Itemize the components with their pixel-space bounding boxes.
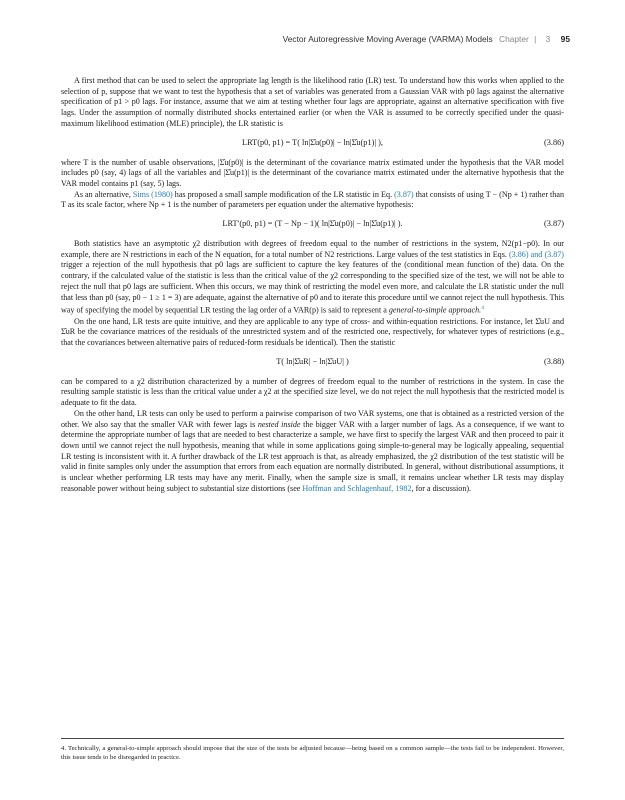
running-header [283, 34, 570, 44]
chapter-number: 3 [545, 34, 551, 44]
header-separator: | [534, 34, 537, 44]
paragraph-chi-square: can be compared to a χ2 distribution characterized by a number of degrees of freedom equal to the number of restrictions in the system. In case the resulting sample statistic is less than the critical value under a χ2 at the specified size level, we do not reject the null hypothesis that the restricted model is adequate to fit the data. [61, 376, 564, 408]
equation-link-3-87[interactable]: (3.87) [394, 189, 414, 199]
paragraph-lr-intuitive: On the one hand, LR tests are quite intuitive, and they are applicable to any type of cross- and within-equation restrictions. For instance, let Σ̂uU and Σ̂uR be the covariance matrices of the residuals of the unrestricted system and of the restricted one, respectively, for whatever types of restrictions (e.g., that the covariances between alternative pairs of reduced-form residuals be identical). Then the statistic [61, 316, 564, 348]
equation-3-86 [61, 130, 564, 158]
running-title: Vector Autoregressive Moving Average (VARMA) Models [282, 34, 493, 44]
footnote-4: 4. Technically, a general-to-simple approach should impose that the size of the tests be adjusted because—being based on a common sample—the tests fail to be independent. However, this issue tends to be disregarded in practice. [61, 745, 564, 761]
equation-3-88 [61, 349, 564, 377]
citation-link-hoffman-1982[interactable]: Hoffman and Schlagenhauf, 1982 [302, 483, 412, 493]
paragraph-where: where T is the number of usable observations, |Σ̂u(p0)| is the determinant of the covariance matrix estimated under the hypothesis that the VAR model includes p0 (say, 4) lags of all the variables and |Σ̂u(p1)| is the determinant of the covariance matrix estimated under the alternative hypothesis that the VAR model contains p1 (say, 5) lags. [61, 157, 564, 188]
footnote-divider [61, 738, 564, 739]
citation-link-sims-1980[interactable]: Sims (1980) [132, 189, 173, 199]
equation-number: (3.88) [543, 356, 564, 366]
main-text [61, 76, 564, 494]
equation-body: LRT(p0, p1) = T( ln|Σ̂u(p0)| − ln|Σ̂u(p1)| ), [242, 137, 383, 147]
emphasis-general-to-simple: general-to-simple approach. [388, 305, 482, 315]
paragraph-sims: As an alternative, Sims (1980) has proposed a small sample modification of the LR statistic in Eq. (3.87) that consists of using T − (Np + 1) rather than T as its scale factor, where Np + 1 is the number of parameters per equation under the alternative hypothesis: [61, 189, 564, 210]
equation-number: (3.87) [543, 219, 564, 229]
chapter-label: Chapter [499, 34, 529, 44]
emphasis-nested-inside: nested inside [257, 419, 301, 429]
paragraph-asymptotic: Both statistics have an asymptotic χ2 distribution with degrees of freedom equal to the number of restrictions in the system, N2(p1−p0). In our example, there are N restrictions in each of the N equation, for a total number of N2 restrictions. Large values of the test statistics in Eqs. (3.86) and (3.87) trigger a rejection of the null hypothesis that p0 lags are sufficient to capture the key features of the (conditional mean function of the) data. On the contrary, if the calculated value of the statistic is less than the critical value of the χ2 corresponding to the specified size of the test, we will not be able to reject the null that p0 lags are sufficient. When this occurs, we may think of restricting the model even more, and calculate the LR statistic under the null that less than p0 (say, p0 − 1 ≥ 1 = 3) are adequate, against the alternative of p0 and to iterate this procedure until we cannot reject the null hypothesis. This way of specifying the model by sequential LR testing the lag order of a VAR(p) is said to represent a general-to-simple approach.$^4$ [61, 239, 564, 315]
equation-3-87 [61, 211, 564, 239]
equation-body: LRT′(p0, p1) = (T − Np − 1)( ln|Σ̂u(p0)| − ln|Σ̂u(p1)| ). [222, 219, 403, 229]
paragraph-pairwise: On the other hand, LR tests can only be used to perform a pairwise comparison of two VAR systems, one that is obtained as a restricted version of the other. We also say that the smaller VAR with fewer lags is nested inside the bigger VAR with a larger number of lags. As a consequence, if we want to determine the appropriate number of lags that are needed to best characterize a sample, we have first to specify the largest VAR and then proceed to pair it down until we cannot reject the null hypothesis, meaning that while in some applications going simple-to-general may be logically appealing, sequential LR testing is inconsistent with it. A further drawback of the LR test approach is that, as already emphasized, the χ2 distribution of the test statistic will be valid in finite samples only under the assumption that errors from each equation are normally distributed. In general, without distributional assumptions, it is unclear whether performing LR tests may have any merit. Finally, when the sample size is small, it remains unclear whether LR tests may display reasonable power without being subject to substantial size distortions (see Hoffman and Schlagenhauf, 1982, for a discussion). [61, 408, 564, 493]
equation-link-3-86-3-87[interactable]: (3.86) and (3.87) [508, 249, 564, 259]
equation-body: T( ln|Σ̂uR| − ln|Σ̂uU| ) [276, 356, 349, 366]
paragraph-lr-intro: A first method that can be used to select the appropriate lag length is the likelihood ratio (LR) test. To understand how this works when applied to the selection of p, suppose that we want to test the hypothesis that a set of variables was generated from a Gaussian VAR with p0 lags against the alternative specification of p1 > p0 lags. For instance, assume that we aim at testing whether four lags are appropriate, against an alternative specification with five lags. Under the assumption of normally distributed shocks entertained earlier (or when the VAR is assumed to be correctly specified under the quasi-maximum likelihood estimation (MLE) principle), the LR statistic is [61, 76, 564, 128]
page-number: 95 [560, 34, 570, 44]
equation-number: (3.86) [543, 137, 564, 147]
footnote-marker-4[interactable]: 4 [481, 305, 484, 312]
